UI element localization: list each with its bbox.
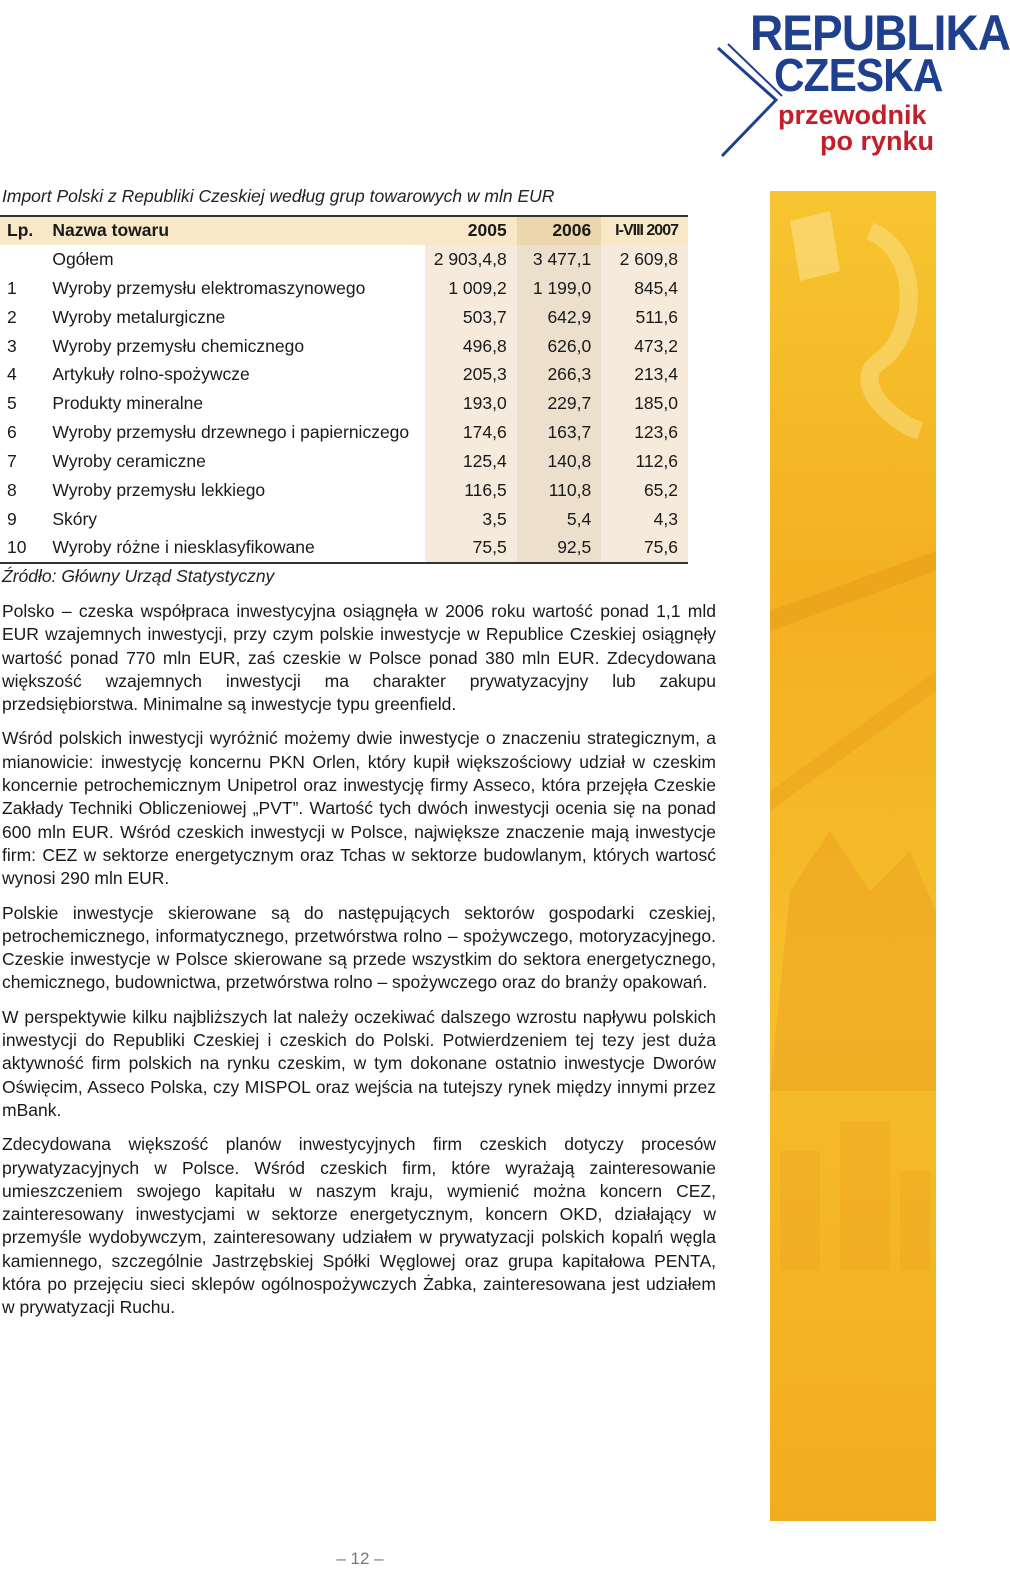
cell-2005: 2 903,4,8 xyxy=(425,245,517,274)
cell-2005: 193,0 xyxy=(425,389,517,418)
header-2006: 2006 xyxy=(517,216,602,245)
cell-2006: 92,5 xyxy=(517,534,602,563)
cell-2007: 213,4 xyxy=(601,360,688,389)
table-row xyxy=(0,332,688,361)
cell-lp: 5 xyxy=(7,393,17,414)
republika-czeska-logo xyxy=(716,4,1010,160)
cell-2006: 626,0 xyxy=(517,332,602,361)
cell-2007: 123,6 xyxy=(601,418,688,447)
table-header-row xyxy=(0,216,688,245)
cell-2006: 163,7 xyxy=(517,418,602,447)
cell-2006: 140,8 xyxy=(517,447,602,476)
cell-2007: 473,2 xyxy=(601,332,688,361)
cell-name: Produkty mineralne xyxy=(52,393,204,414)
cell-name: Wyroby przemysłu chemicznego xyxy=(52,335,305,356)
cell-lp: 10 xyxy=(7,537,27,558)
header-2007: I-VIII 2007 xyxy=(601,216,688,245)
cell-name: Wyroby przemysłu elektromaszynowego xyxy=(52,277,366,298)
cell-2006: 3 477,1 xyxy=(517,245,602,274)
cell-2007: 75,6 xyxy=(601,534,688,563)
cell-2006: 266,3 xyxy=(517,360,602,389)
header-name: Nazwa towaru xyxy=(44,216,425,245)
logo-line-2: CZESKA xyxy=(774,49,943,101)
paragraph: W perspektywie kilku najbliższych lat należy oczekiwać dalszego wzrostu napływu polskich inwestycji do Republiki Czeskiej i czeskich do Polski. Potwierdzeniem tej tezy jest duża aktywność firm polskich na rynku czeskim, w tym dokonane ostatnio inwestycje Dworów Oświęcim, Asseco Polska, czy MISPOL oraz wejścia na tutejszy rynek między innymi przez mBank. xyxy=(2,1006,716,1120)
table-row xyxy=(0,360,688,389)
cell-lp xyxy=(0,245,44,274)
table-row xyxy=(0,534,688,563)
cell-name: Artykuły rolno-spożywcze xyxy=(52,364,250,385)
cell-lp: 9 xyxy=(7,508,17,529)
cell-lp: 1 xyxy=(7,277,17,298)
table-caption: Import Polski z Republiki Czeskiej według grup towarowych w mln EUR xyxy=(2,186,555,206)
cell-2005: 125,4 xyxy=(425,447,517,476)
logo-line-1: REPUBLIKA xyxy=(750,5,1010,61)
table-row xyxy=(0,505,688,534)
decorative-collage-icon xyxy=(770,191,936,1521)
page-number: – 12 – xyxy=(336,1549,384,1568)
cell-2005: 205,3 xyxy=(425,360,517,389)
cell-2005: 503,7 xyxy=(425,303,517,332)
cell-2007: 65,2 xyxy=(601,476,688,505)
table-row xyxy=(0,274,688,303)
cell-2007: 2 609,8 xyxy=(601,245,688,274)
cell-name: Wyroby różne i niesklasyfikowane xyxy=(52,537,315,558)
cell-2006: 110,8 xyxy=(517,476,602,505)
cell-2007: 112,6 xyxy=(601,447,688,476)
cell-name: Wyroby przemysłu lekkiego xyxy=(52,479,266,500)
logo-subtitle-1: przewodnik xyxy=(778,100,927,130)
table-row xyxy=(0,389,688,418)
cell-2006: 1 199,0 xyxy=(517,274,602,303)
import-table xyxy=(0,215,688,564)
paragraph: Wśród polskich inwestycji wyróżnić możemy dwie inwestycje o znaczeniu strategicznym, a mianowicie: inwestycję koncernu PKN Orlen, który kupił większościowy udział w czeskim koncernie petrochemicznym Unipetrol oraz inwestycję firmy Asseco, która przejęła Czeskie Zakłady Techniki Obliczeniowej „PVT”. Wartość tych dwóch inwestycji ocenia się na ponad 600 mln EUR. Wśród czeskich inwestycji w Polsce, największe znaczenie mają inwestycje firm: CEZ w sektorze energetycznym oraz Tchas w sektorze budowlanym, których wartosć wynosi 290 mln EUR. xyxy=(2,728,716,889)
cell-2005: 75,5 xyxy=(425,534,517,563)
table-row xyxy=(0,245,688,274)
cell-lp: 7 xyxy=(7,451,17,472)
cell-name: Wyroby przemysłu drzewnego i papierniczego xyxy=(52,422,410,443)
cell-2007: 511,6 xyxy=(601,303,688,332)
article-body xyxy=(2,600,716,1331)
cell-2005: 116,5 xyxy=(425,476,517,505)
cell-name: Wyroby ceramiczne xyxy=(52,451,206,472)
logo-subtitle-2: po rynku xyxy=(820,126,935,156)
cell-lp: 8 xyxy=(7,479,17,500)
table-row xyxy=(0,447,688,476)
header-2005: 2005 xyxy=(425,216,517,245)
cell-2006: 642,9 xyxy=(517,303,602,332)
cell-name: Wyroby metalurgiczne xyxy=(52,306,226,327)
table-row xyxy=(0,476,688,505)
cell-2005: 174,6 xyxy=(425,418,517,447)
header-lp: Lp. xyxy=(0,216,44,245)
cell-name: Skóry xyxy=(52,508,98,529)
cell-2007: 845,4 xyxy=(601,274,688,303)
cell-2006: 229,7 xyxy=(517,389,602,418)
table-row xyxy=(0,418,688,447)
paragraph: Zdecydowana większość planów inwestycyjnych firm czeskich dotyczy procesów prywatyzacyjnych w Polsce. Wśród czeskich firm, które wyrażają zainteresowanie umieszczeniem swojego kapitału w naszym kraju, wymienić można koncern CEZ, zainteresowany inwestycjami w sektorze energetycznym, koncern OKD, działający w przemyśle wydobywczym, zainteresowany udziałem w prywatyzacji polskich kopalń węgla kamiennego, szczególnie Jastrzębskiej Spółki Węglowej oraz grupa kapitałowa PENTA, która po przejęciu sieci sklepów ogólnospożywczych Żabka, zainteresowana jest udziałem w prywatyzacji Ruchu. xyxy=(2,1134,716,1318)
table-source: Źródło: Główny Urząd Statystyczny xyxy=(2,566,275,586)
paragraph: Polskie inwestycje skierowane są do następujących sektorów gospodarki czeskiej, petrochemicznego, informatycznego, przetwórstwa rolno – spożywczego, motoryzacyjnego. Czeskie inwestycje w Polsce skierowane są przede wszystkim do sektora energetycznego, chemicznego, budownictwa, przetwórstwa rolno – spożywczego oraz do branży opakowań. xyxy=(2,902,716,993)
cell-2005: 496,8 xyxy=(425,332,517,361)
cell-2007: 4,3 xyxy=(601,505,688,534)
table-row xyxy=(0,303,688,332)
cell-lp: 3 xyxy=(7,335,17,356)
decorative-side-band xyxy=(770,191,936,1521)
cell-lp: 2 xyxy=(7,306,17,327)
cell-2005: 1 009,2 xyxy=(425,274,517,303)
cell-2006: 5,4 xyxy=(517,505,602,534)
cell-lp: 4 xyxy=(7,364,17,385)
paragraph: Polsko – czeska współpraca inwestycyjna osiągnęła w 2006 roku wartość ponad 1,1 mld EUR wzajemnych inwestycji, przy czym polskie inwestycje w Republice Czeskiej osiągnęły wartość ponad 770 mln EUR, zaś czeskie w Polsce ponad 380 mln EUR. Zdecydowana większość wzajemnych inwestycji ma charakter prywatyzacyjny lub zakupu przedsiębiorstwa. Minimalne są inwestycje typu greenfield. xyxy=(2,601,716,715)
cell-name: Ogółem xyxy=(52,248,114,269)
cell-lp: 6 xyxy=(7,422,17,443)
cell-2005: 3,5 xyxy=(425,505,517,534)
cell-2007: 185,0 xyxy=(601,389,688,418)
